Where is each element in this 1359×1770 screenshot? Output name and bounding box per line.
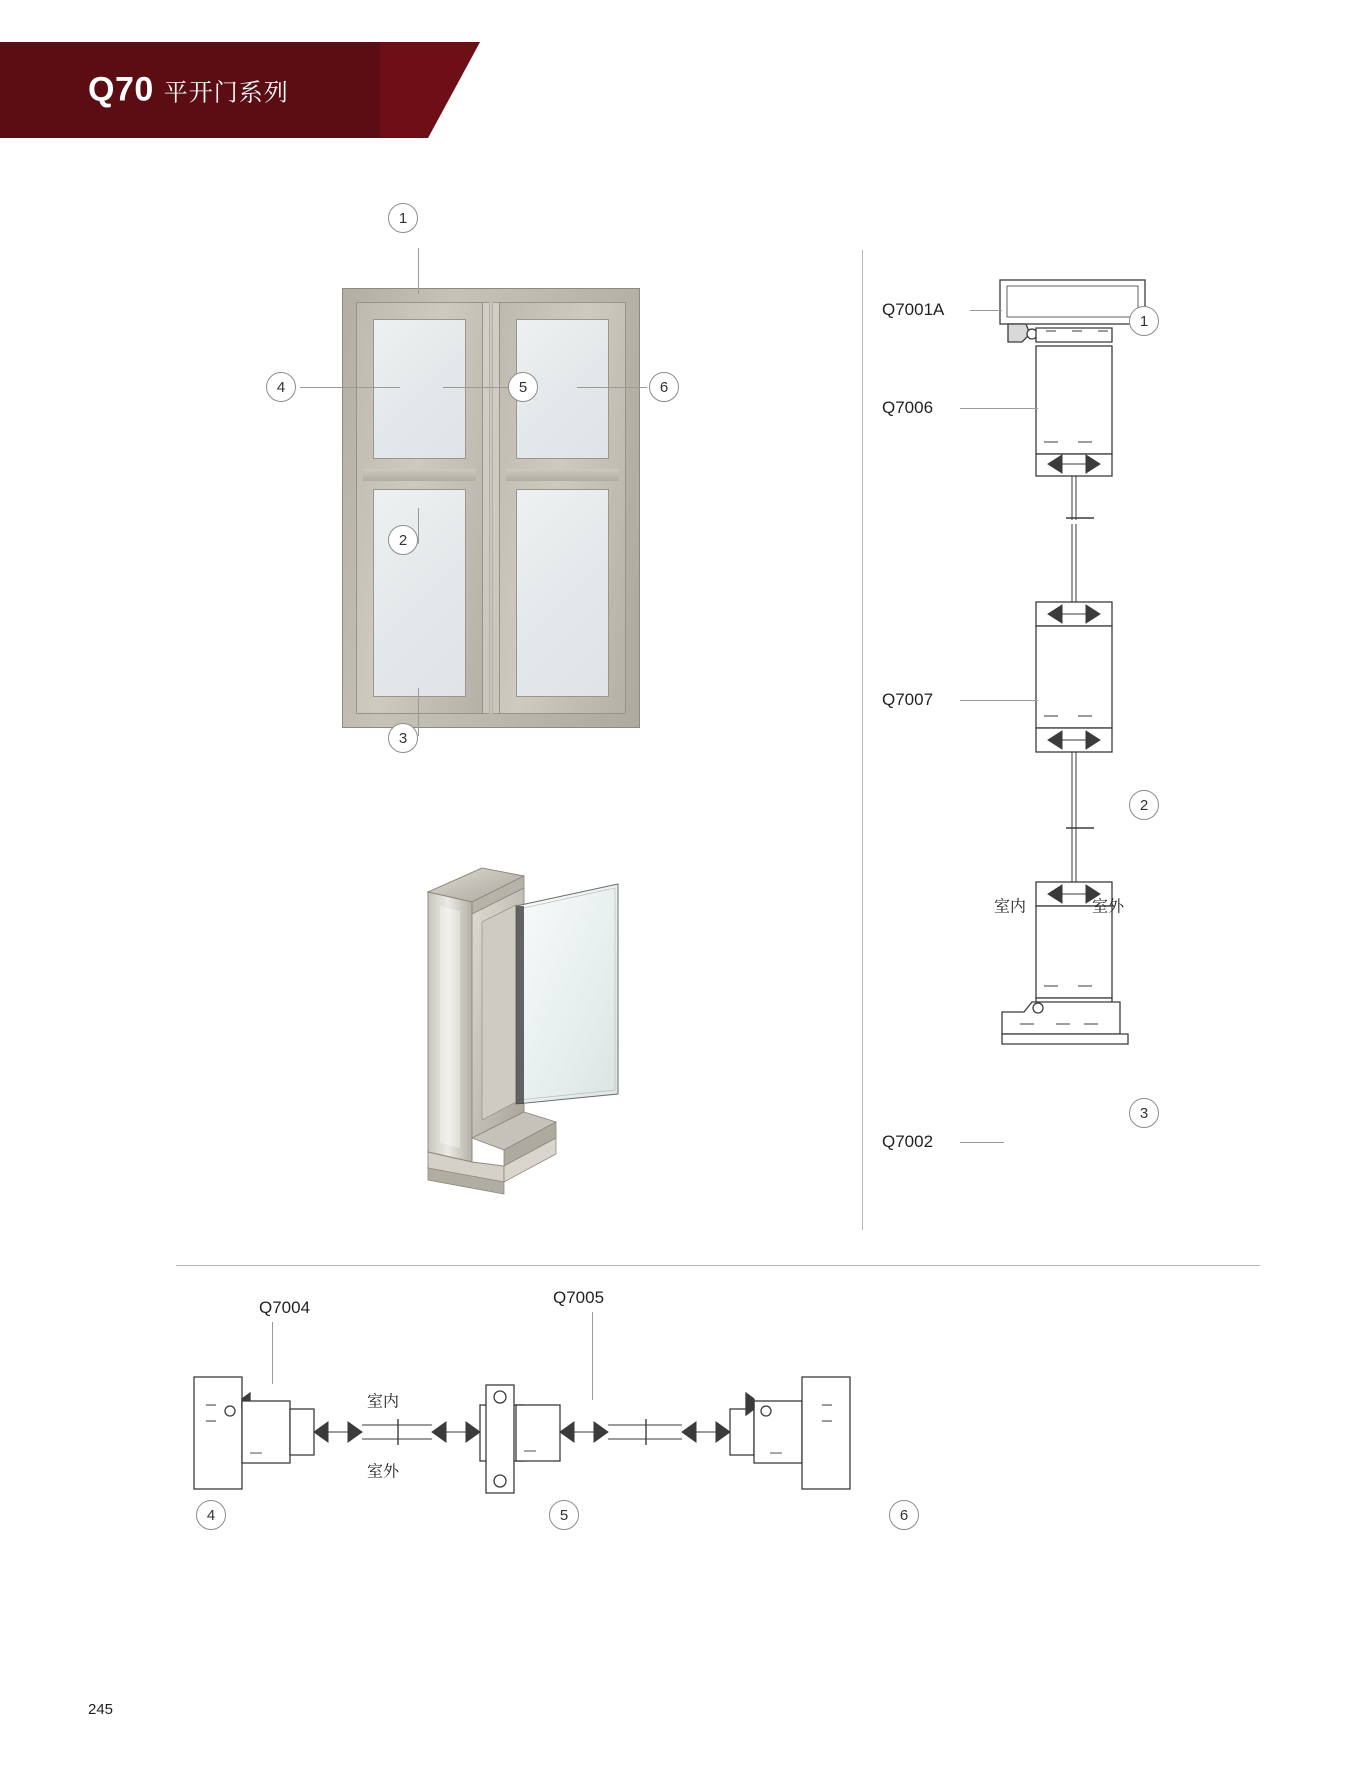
door-leaf-right [499, 302, 626, 714]
banner-title [88, 71, 289, 110]
section-divider-horizontal [176, 1265, 1260, 1266]
leader-line-q7005 [592, 1312, 593, 1400]
page-header-banner [0, 42, 480, 138]
zone-label-indoor-vertical: 室内 [993, 898, 1027, 916]
leader-line-5 [443, 387, 508, 388]
section-callout-bubble-1[interactable]: 1 [1129, 306, 1159, 336]
callout-bubble-1[interactable]: 1 [388, 203, 418, 233]
leader-line-1 [418, 248, 419, 294]
section-callout-bubble-3[interactable]: 3 [1129, 1098, 1159, 1128]
glass-panel [373, 319, 466, 459]
corner-section-drawing-icon [420, 862, 650, 1202]
leaf-middle-rail [506, 469, 619, 481]
section-callout-bubble-6[interactable]: 6 [889, 1500, 919, 1530]
part-label-q7002: Q7002 [882, 1132, 934, 1151]
glass-panel [516, 489, 609, 697]
door-leaf-left [356, 302, 483, 714]
door-meeting-stile [489, 302, 493, 714]
callout-bubble-4[interactable]: 4 [266, 372, 296, 402]
part-label-q7006: Q7006 [882, 398, 934, 417]
leader-line-q7001a [970, 310, 1002, 311]
leader-line-2 [418, 508, 419, 544]
callout-bubble-3[interactable]: 3 [388, 723, 418, 753]
leader-line-6 [577, 387, 647, 388]
vertical-section-profile-drawing [960, 272, 1180, 1192]
zone-label-outdoor-vertical: 室外 [1091, 898, 1125, 916]
zone-label-outdoor-horizontal: 室外 [366, 1463, 400, 1481]
part-label-q7004: Q7004 [259, 1298, 311, 1317]
part-label-q7007: Q7007 [882, 690, 934, 709]
page-number: 245 [88, 1701, 114, 1718]
callout-bubble-5[interactable]: 5 [508, 372, 538, 402]
leader-line-q7002 [960, 1142, 1004, 1143]
part-label-q7001a: Q7001A [882, 300, 945, 319]
section-callout-bubble-5[interactable]: 5 [549, 1500, 579, 1530]
corner-section-illustration [420, 862, 650, 1202]
series-code: Q70 [88, 70, 154, 109]
leader-line-3 [418, 688, 419, 736]
section-divider-vertical [862, 250, 863, 1230]
callout-bubble-6[interactable]: 6 [649, 372, 679, 402]
leader-line-q7007 [960, 700, 1038, 701]
callout-bubble-2[interactable]: 2 [388, 525, 418, 555]
leader-line-q7004 [272, 1322, 273, 1384]
series-name: 平开门系列 [163, 79, 289, 107]
horizontal-section-profile-drawing [186, 1375, 986, 1505]
zone-label-indoor-horizontal: 室内 [366, 1393, 400, 1411]
part-label-q7005: Q7005 [553, 1288, 605, 1307]
glass-panel [373, 489, 466, 697]
leader-line-4 [300, 387, 400, 388]
section-callout-bubble-2[interactable]: 2 [1129, 790, 1159, 820]
leaf-middle-rail [363, 469, 476, 481]
section-callout-bubble-4[interactable]: 4 [196, 1500, 226, 1530]
leader-line-q7006 [960, 408, 1038, 409]
door-elevation-illustration [342, 288, 640, 728]
